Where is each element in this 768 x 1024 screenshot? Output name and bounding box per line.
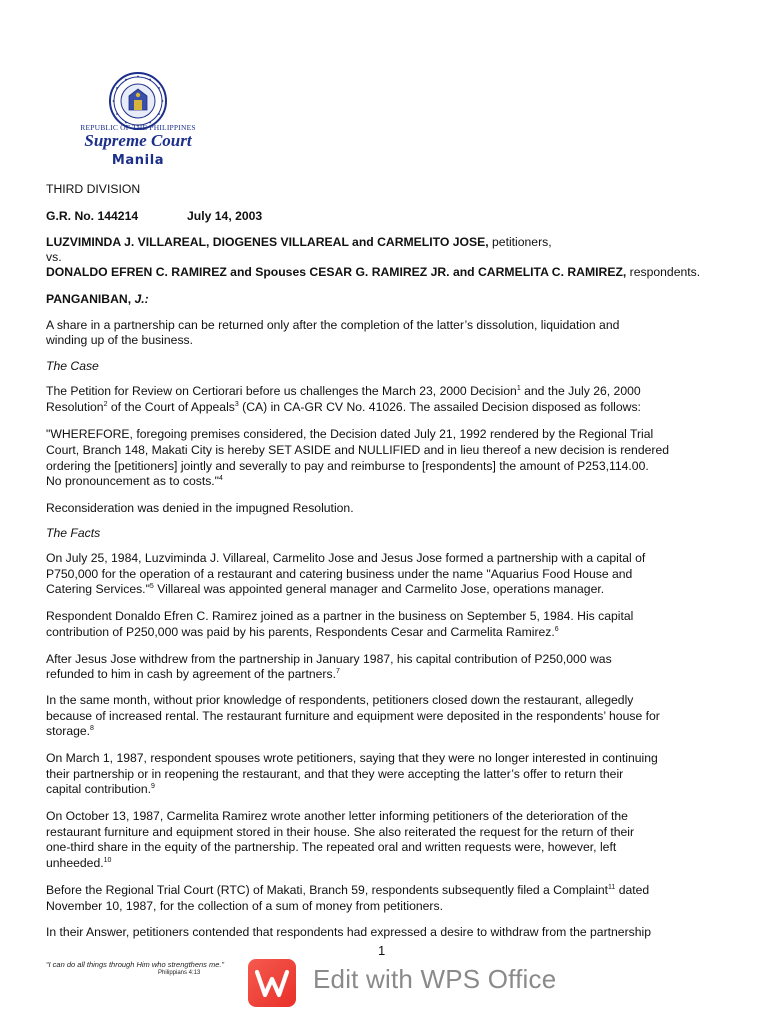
respondents-role: respondents.: [626, 265, 701, 279]
paragraph-line: [46, 474, 223, 490]
text-span: Villareal was appointed general manager and Carmelito Jose, operations manager.: [153, 582, 605, 596]
paragraph-line: November 10, 1987, for the collection of a sum of money from petitioners.: [46, 899, 443, 913]
paragraph-line: their partnership or in reopening the restaurant, and that they were accepting the latter’s offer to return their: [46, 767, 624, 781]
wps-watermark[interactable]: [246, 955, 557, 1007]
footer-quote-reference: Philippians 4:13: [158, 970, 201, 976]
paragraph-line: [46, 782, 155, 798]
paragraph-line: "WHEREFORE, foregoing premises considered, the Decision dated July 21, 1992 rendered by the Regional Trial: [46, 427, 654, 441]
footnote-ref[interactable]: 2: [103, 400, 108, 408]
paragraph-line: [46, 667, 340, 683]
wps-office-logo-icon: [246, 955, 298, 1007]
respondents-line: [46, 265, 700, 281]
paragraph-line: On July 25, 1984, Luzviminda J. Villareal, Carmelito Jose and Jesus Jose formed a partnership with a capital of: [46, 551, 646, 565]
paragraph-line: [46, 724, 94, 740]
text-span: dated: [615, 883, 650, 897]
text-span: Catering Services.": [46, 582, 150, 596]
text-span: of the Court of Appeals: [107, 400, 235, 414]
text-span: refunded to him in cash by agreement of the partners.: [46, 667, 336, 681]
ponente-suffix: J.:: [134, 292, 149, 306]
footnote-ref[interactable]: 11: [608, 883, 616, 891]
text-span: No pronouncement as to costs.": [46, 474, 220, 488]
petitioners-names: LUZVIMINDA J. VILLAREAL, DIOGENES VILLAREAL and CARMELITO JOSE,: [46, 235, 489, 249]
gr-number: G.R. No. 144214: [46, 209, 139, 223]
footnote-ref[interactable]: 4: [219, 474, 223, 482]
paragraph-line: [46, 625, 559, 641]
paragraph-line: After Jesus Jose withdrew from the partnership in January 1987, his capital contribution of P250,000 was: [46, 652, 612, 666]
paragraph-line: ordering the [petitioners] jointly and severally to pay and reimburse to [respondents] the amount of P253,114.00.: [46, 459, 649, 473]
paragraph-line: P750,000 for the operation of a restaurant and catering business under the name "Aquarius Food House and: [46, 567, 633, 581]
paragraph-line: [46, 856, 111, 872]
footnote-ref[interactable]: 6: [554, 625, 559, 633]
versus-label: vs.: [46, 250, 62, 264]
ponente-line: [46, 292, 149, 308]
paragraph-line: [46, 384, 641, 400]
respondents-names: DONALDO EFREN C. RAMIREZ and Spouses CESAR G. RAMIREZ JR. and CARMELITA C. RAMIREZ,: [46, 265, 627, 279]
footnote-ref[interactable]: 1: [516, 384, 521, 392]
paragraph-line: [46, 400, 641, 416]
text-span: Resolution: [46, 400, 104, 414]
paragraph-line: In the same month, without prior knowledge of respondents, petitioners closed down the restaurant, allegedly: [46, 693, 634, 707]
text-span: Before the Regional Trial Court (RTC) of Makati, Branch 59, respondents subsequently filed a Complaint: [46, 883, 609, 897]
petitioners-line: [46, 235, 552, 251]
text-span: and the July 26, 2000: [520, 384, 641, 398]
supreme-court-seal-icon: [109, 72, 167, 130]
text-span: capital contribution.: [46, 782, 152, 796]
paragraph-line: restaurant furniture and equipment stored in their house. She also reiterated the request for the return of their: [46, 825, 635, 839]
republic-label: REPUBLIC OF THE PHILIPPINES: [80, 123, 196, 132]
text-span: unheeded.: [46, 856, 104, 870]
section-heading-case: The Case: [46, 359, 99, 373]
paragraph-line: Respondent Donaldo Efren C. Ramirez joined as a partner in the business on September 5, 1984. His capital: [46, 609, 634, 623]
paragraph-line: [46, 883, 649, 899]
footer-quote: “I can do all things through Him who strengthens me.”: [46, 960, 225, 969]
paragraph-line: A share in a partnership can be returned only after the completion of the latter’s dissolution, liquidation and: [46, 318, 620, 332]
paragraph-line: Reconsideration was denied in the impugned Resolution.: [46, 501, 354, 515]
paragraph-line: [46, 582, 604, 598]
footnote-ref[interactable]: 5: [149, 582, 154, 590]
text-span: contribution of P250,000 was paid by his parents, Respondents Cesar and Carmelita Ramirez.: [46, 625, 555, 639]
wps-watermark-text: Edit with WPS Office: [313, 964, 557, 994]
paragraph-line: On October 13, 1987, Carmelita Ramirez wrote another letter informing petitioners of the deterioration of the: [46, 809, 628, 823]
text-span: The Petition for Review on Certiorari before us challenges the March 23, 2000 Decision: [46, 384, 517, 398]
petitioners-role: petitioners,: [488, 235, 552, 249]
text-span: storage.: [46, 724, 91, 738]
decision-date: July 14, 2003: [187, 209, 263, 223]
court-city: Manila: [111, 153, 165, 168]
paragraph-line: winding up of the business.: [46, 333, 194, 347]
footnote-ref[interactable]: 9: [151, 782, 155, 790]
paragraph-line: one-third share in the equity of the partnership. The repeated oral and written requests were, however, left: [46, 840, 617, 854]
court-name: Supreme Court: [84, 131, 192, 150]
footnote-ref[interactable]: 7: [335, 667, 340, 675]
footnote-ref[interactable]: 3: [234, 400, 239, 408]
case-number-line: [46, 209, 263, 225]
footnote-ref[interactable]: 8: [90, 724, 94, 732]
paragraph-line: On March 1, 1987, respondent spouses wrote petitioners, saying that they were no longer interested in continuing: [46, 751, 658, 765]
section-heading-facts: The Facts: [46, 526, 101, 540]
paragraph-line: Court, Branch 148, Makati City is hereby SET ASIDE and NULLIFIED and in lieu thereof a new decision is rendered: [46, 443, 670, 457]
footnote-ref[interactable]: 10: [103, 856, 112, 864]
ponente-name: PANGANIBAN,: [46, 292, 135, 306]
text-span: (CA) in CA-GR CV No. 41026. The assailed Decision disposed as follows:: [238, 400, 641, 414]
paragraph-line: because of increased rental. The restaurant furniture and equipment were deposited in the respondents’ house for: [46, 709, 660, 723]
paragraph-line: In their Answer, petitioners contended that respondents had expressed a desire to withdraw from the partnership: [46, 925, 651, 939]
division-label: THIRD DIVISION: [46, 182, 141, 196]
page-number: 1: [378, 943, 386, 958]
